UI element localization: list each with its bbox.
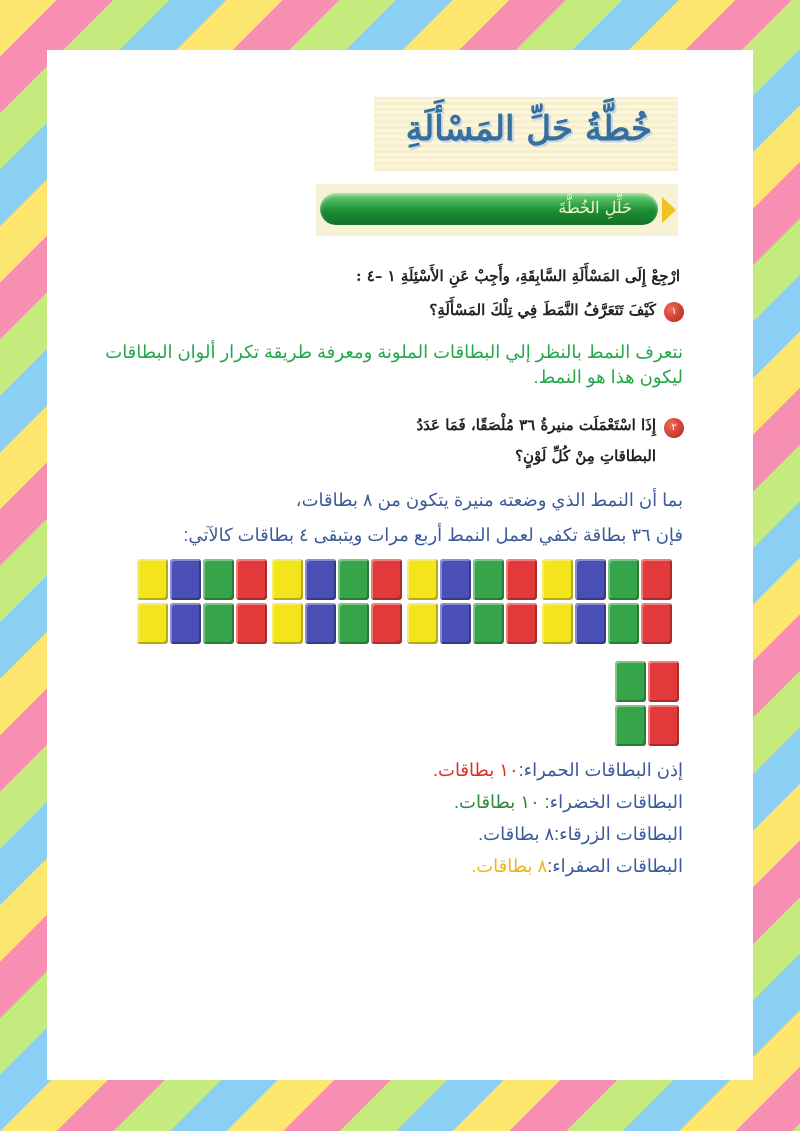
tile-red — [371, 559, 402, 600]
tile-blue — [440, 559, 471, 600]
tile-yellow — [137, 603, 168, 644]
tile-green — [473, 603, 504, 644]
remainder-tile-red — [648, 705, 679, 746]
result-red-label: إذن البطاقات الحمراء: — [518, 760, 683, 780]
tile-green — [608, 603, 639, 644]
remainder-tile-green — [615, 705, 646, 746]
tile-yellow — [272, 603, 303, 644]
title-banner — [374, 97, 678, 171]
tile-red — [641, 603, 672, 644]
remainder-tile-green — [615, 661, 646, 702]
tile-yellow — [407, 559, 438, 600]
result-yellow — [200, 856, 683, 877]
tile-green — [473, 559, 504, 600]
page-title: خُطَّةُ حَلِّ المَسْأَلَةِ — [405, 109, 652, 149]
tile-blue — [575, 603, 606, 644]
result-yellow-value: ٨ بطاقات. — [471, 856, 548, 876]
tile-red — [371, 603, 402, 644]
tile-green — [338, 559, 369, 600]
result-red-value: ١٠ بطاقات. — [433, 760, 519, 780]
question-2-line-2: البطاقاتِ مِنْ كُلِّ لَوْنٍ؟ — [515, 447, 656, 465]
tile-green — [608, 559, 639, 600]
question-1-badge: ١ — [664, 302, 684, 322]
tile-red — [506, 603, 537, 644]
tile-blue — [575, 559, 606, 600]
triangle-arrow-icon — [662, 197, 676, 223]
result-blue-value: ٨ بطاقات. — [478, 824, 555, 844]
tile-red — [236, 559, 267, 600]
tile-blue — [440, 603, 471, 644]
result-green-value: ١٠ بطاقات. — [454, 792, 545, 812]
result-green-label: البطاقات الخضراء: — [544, 792, 683, 812]
tile-yellow — [542, 603, 573, 644]
answer-1-line-1: نتعرف النمط بالنظر إلي البطاقات الملونة ومعرفة طريقة تكرار ألوان البطاقات — [105, 342, 683, 362]
answer-1-line-2: ليكون هذا هو النمط. — [533, 367, 683, 387]
remainder-tile-red — [648, 661, 679, 702]
result-green — [200, 792, 683, 813]
tile-red — [506, 559, 537, 600]
tile-green — [338, 603, 369, 644]
question-2-badge: ٢ — [664, 418, 684, 438]
question-2-line-1: إِذَا اسْتَعْمَلَت منيرةُ ٣٦ مُلْصَقًا، فَمَا عَدَدُ — [416, 416, 656, 434]
tile-red — [236, 603, 267, 644]
question-1-text: كَيْفَ تَتَعَرَّفُ النَّمَطَ فِي تِلْكَ المَسْأَلَةِ؟ — [429, 301, 656, 319]
tile-green — [203, 603, 234, 644]
tile-yellow — [407, 603, 438, 644]
instruction-text: ارْجِعْ إِلَى المَسْأَلَةِ السَّابِقَةِ، وأَجِبْ عَنِ الأَسْئِلَةِ ١ –٤ : — [355, 267, 680, 285]
tile-blue — [305, 559, 336, 600]
tile-yellow — [272, 559, 303, 600]
tile-blue — [305, 603, 336, 644]
section-label: حَلِّلِ الخُطَّةَ — [558, 198, 632, 217]
tile-yellow — [137, 559, 168, 600]
result-red — [200, 760, 683, 781]
tile-green — [203, 559, 234, 600]
tile-blue — [170, 603, 201, 644]
answer-2-line-1: بما أن النمط الذي وضعته منيرة يتكون من ٨ بطاقات، — [295, 490, 683, 510]
result-blue — [200, 824, 683, 845]
result-yellow-label: البطاقات الصفراء: — [547, 856, 683, 876]
answer-2-line-2: فإن ٣٦ بطاقة تكفي لعمل النمط أربع مرات ويتبقى ٤ بطاقات كالآتي: — [183, 525, 683, 545]
section-header-bar — [320, 193, 658, 225]
tile-yellow — [542, 559, 573, 600]
tile-blue — [170, 559, 201, 600]
tile-red — [641, 559, 672, 600]
result-blue-label: البطاقات الزرقاء: — [554, 824, 683, 844]
